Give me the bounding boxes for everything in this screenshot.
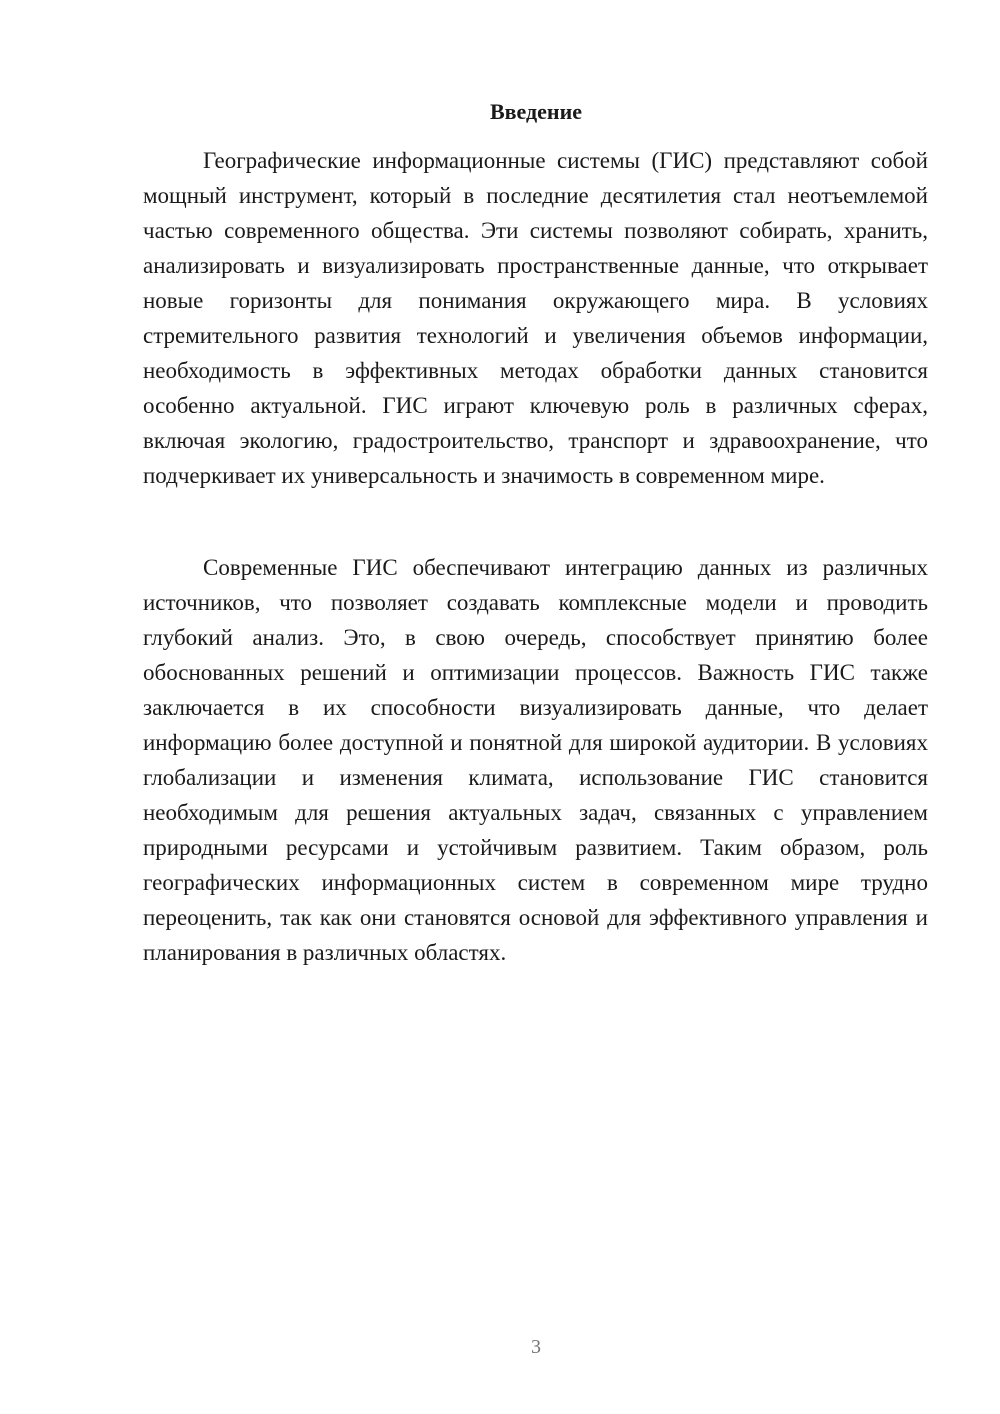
- page-number: 3: [531, 1336, 541, 1358]
- paragraph-2: Современные ГИС обеспечивают интеграцию данных из различных источников, что позволяет создавать комплексные модели и проводить глубокий анализ. Это, в свою очередь, способствует принятию более обоснованных решений и оптимизации процессов. Важность ГИС также заключается в их способности визуализировать данные, что делает информацию более доступной и понятной для широкой аудитории. В условиях глобализации и изменения климата, использование ГИС становится необходимым для решения актуальных задач, связанных с управлением природными ресурсами и устойчивым развитием. Таким образом, роль географических информационных систем в современном мире трудно переоценить, так как они становятся основой для эффективного управления и планирования в различных областях.: [143, 555, 928, 965]
- section-heading: Введение: [489, 99, 583, 124]
- paragraph-1: Географические информационные системы (ГИС) представляют собой мощный инструмент, который в последние десятилетия стал неотъемлемой частью современного общества. Эти системы позволяют собирать, хранить, анализировать и визуализировать пространственные данные, что открывает новые горизонты для понимания окружающего мира. В условиях стремительного развития технологий и увеличения объемов информации, необходимость в эффективных методах обработки данных становится особенно актуальной. ГИС играют ключевую роль в различных сферах, включая экологию, градостроительство, транспорт и здравоохранение, что подчеркивает их универсальность и значимость в современном мире.: [143, 148, 928, 488]
